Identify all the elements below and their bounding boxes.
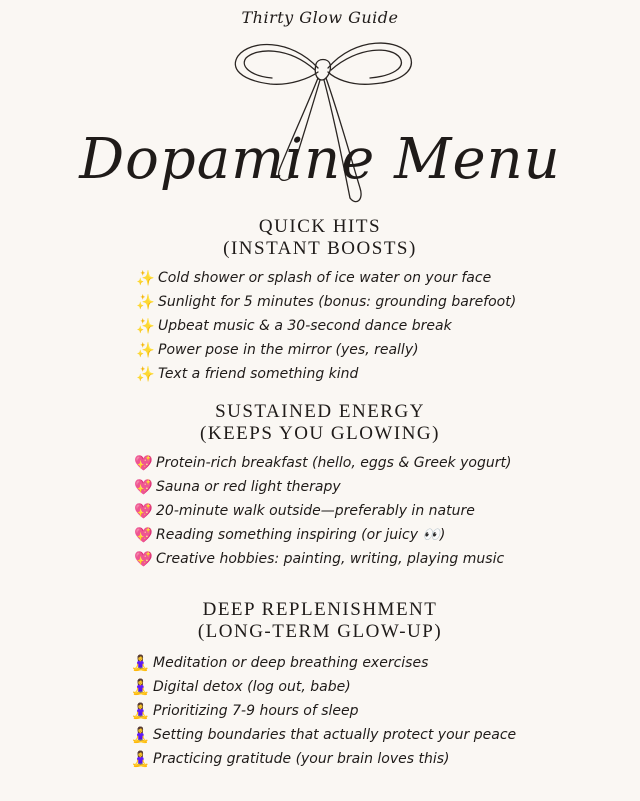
list-item-text: Prioritizing 7-9 hours of sleep <box>153 703 359 719</box>
brand-title: Thirty Glow Guide <box>241 8 399 27</box>
section-heading-line2: (LONG-TERM GLOW-UP) <box>197 621 443 642</box>
deep-replenishment-list <box>131 651 516 771</box>
list-item <box>131 651 516 675</box>
sustained-energy-list <box>134 451 511 571</box>
list-item <box>136 362 516 386</box>
list-item-text: Text a friend something kind <box>158 366 359 382</box>
sparkling-heart-icon: 💖 <box>134 454 153 472</box>
list-item <box>134 451 511 475</box>
list-item-text: Meditation or deep breathing exercises <box>153 655 429 671</box>
section-heading-line2: (INSTANT BOOSTS) <box>223 238 417 259</box>
list-item-text: Cold shower or splash of ice water on your face <box>158 270 492 286</box>
section-heading-quick-hits <box>0 216 640 260</box>
list-item <box>134 547 511 571</box>
list-item-text: 20-minute walk outside—preferably in nature <box>156 503 475 519</box>
sparkles-icon: ✨ <box>136 365 155 383</box>
list-item <box>131 747 516 771</box>
list-item-text: Setting boundaries that actually protect your peace <box>153 727 517 743</box>
list-item-text: Creative hobbies: painting, writing, playing music <box>156 551 505 567</box>
list-item <box>131 723 516 747</box>
list-item <box>136 290 516 314</box>
list-item <box>131 699 516 723</box>
list-item-text: Power pose in the mirror (yes, really) <box>158 342 419 358</box>
page-title: Dopamine Menu <box>79 127 561 192</box>
sparkling-heart-icon: 💖 <box>134 526 153 544</box>
list-item <box>134 475 511 499</box>
list-item-text: Digital detox (log out, babe) <box>153 679 351 695</box>
list-item-text: Upbeat music & a 30-second dance break <box>158 318 452 334</box>
list-item-text: Sauna or red light therapy <box>156 479 341 495</box>
sparkles-icon: ✨ <box>136 269 155 287</box>
section-heading-deep-replenishment <box>0 599 640 643</box>
sparkling-heart-icon: 💖 <box>134 550 153 568</box>
meditating-person-icon: 🧘‍♀️ <box>131 678 150 696</box>
section-heading-sustained-energy <box>0 401 640 445</box>
section-heading-line1: QUICK HITS <box>258 216 382 237</box>
list-item-text: Reading something inspiring (or juicy 👀) <box>156 527 446 543</box>
sparkles-icon: ✨ <box>136 317 155 335</box>
section-heading-line2: (KEEPS YOU GLOWING) <box>200 423 440 444</box>
meditating-person-icon: 🧘‍♀️ <box>131 726 150 744</box>
sparkles-icon: ✨ <box>136 341 155 359</box>
section-heading-line1: SUSTAINED ENERGY <box>215 401 425 422</box>
list-item-text: Protein-rich breakfast (hello, eggs & Greek yogurt) <box>156 455 512 471</box>
meditating-person-icon: 🧘‍♀️ <box>131 654 150 672</box>
meditating-person-icon: 🧘‍♀️ <box>131 702 150 720</box>
list-item-text: Practicing gratitude (your brain loves this) <box>153 751 450 767</box>
meditating-person-icon: 🧘‍♀️ <box>131 750 150 768</box>
list-item <box>136 314 516 338</box>
sparkling-heart-icon: 💖 <box>134 502 153 520</box>
section-heading-line1: DEEP REPLENISHMENT <box>202 599 438 620</box>
list-item <box>131 675 516 699</box>
list-item <box>134 499 511 523</box>
sparkles-icon: ✨ <box>136 293 155 311</box>
list-item <box>136 266 516 290</box>
sparkling-heart-icon: 💖 <box>134 478 153 496</box>
quick-hits-list <box>136 266 516 386</box>
list-item <box>134 523 511 547</box>
list-item-text: Sunlight for 5 minutes (bonus: grounding barefoot) <box>158 294 517 310</box>
list-item <box>136 338 516 362</box>
